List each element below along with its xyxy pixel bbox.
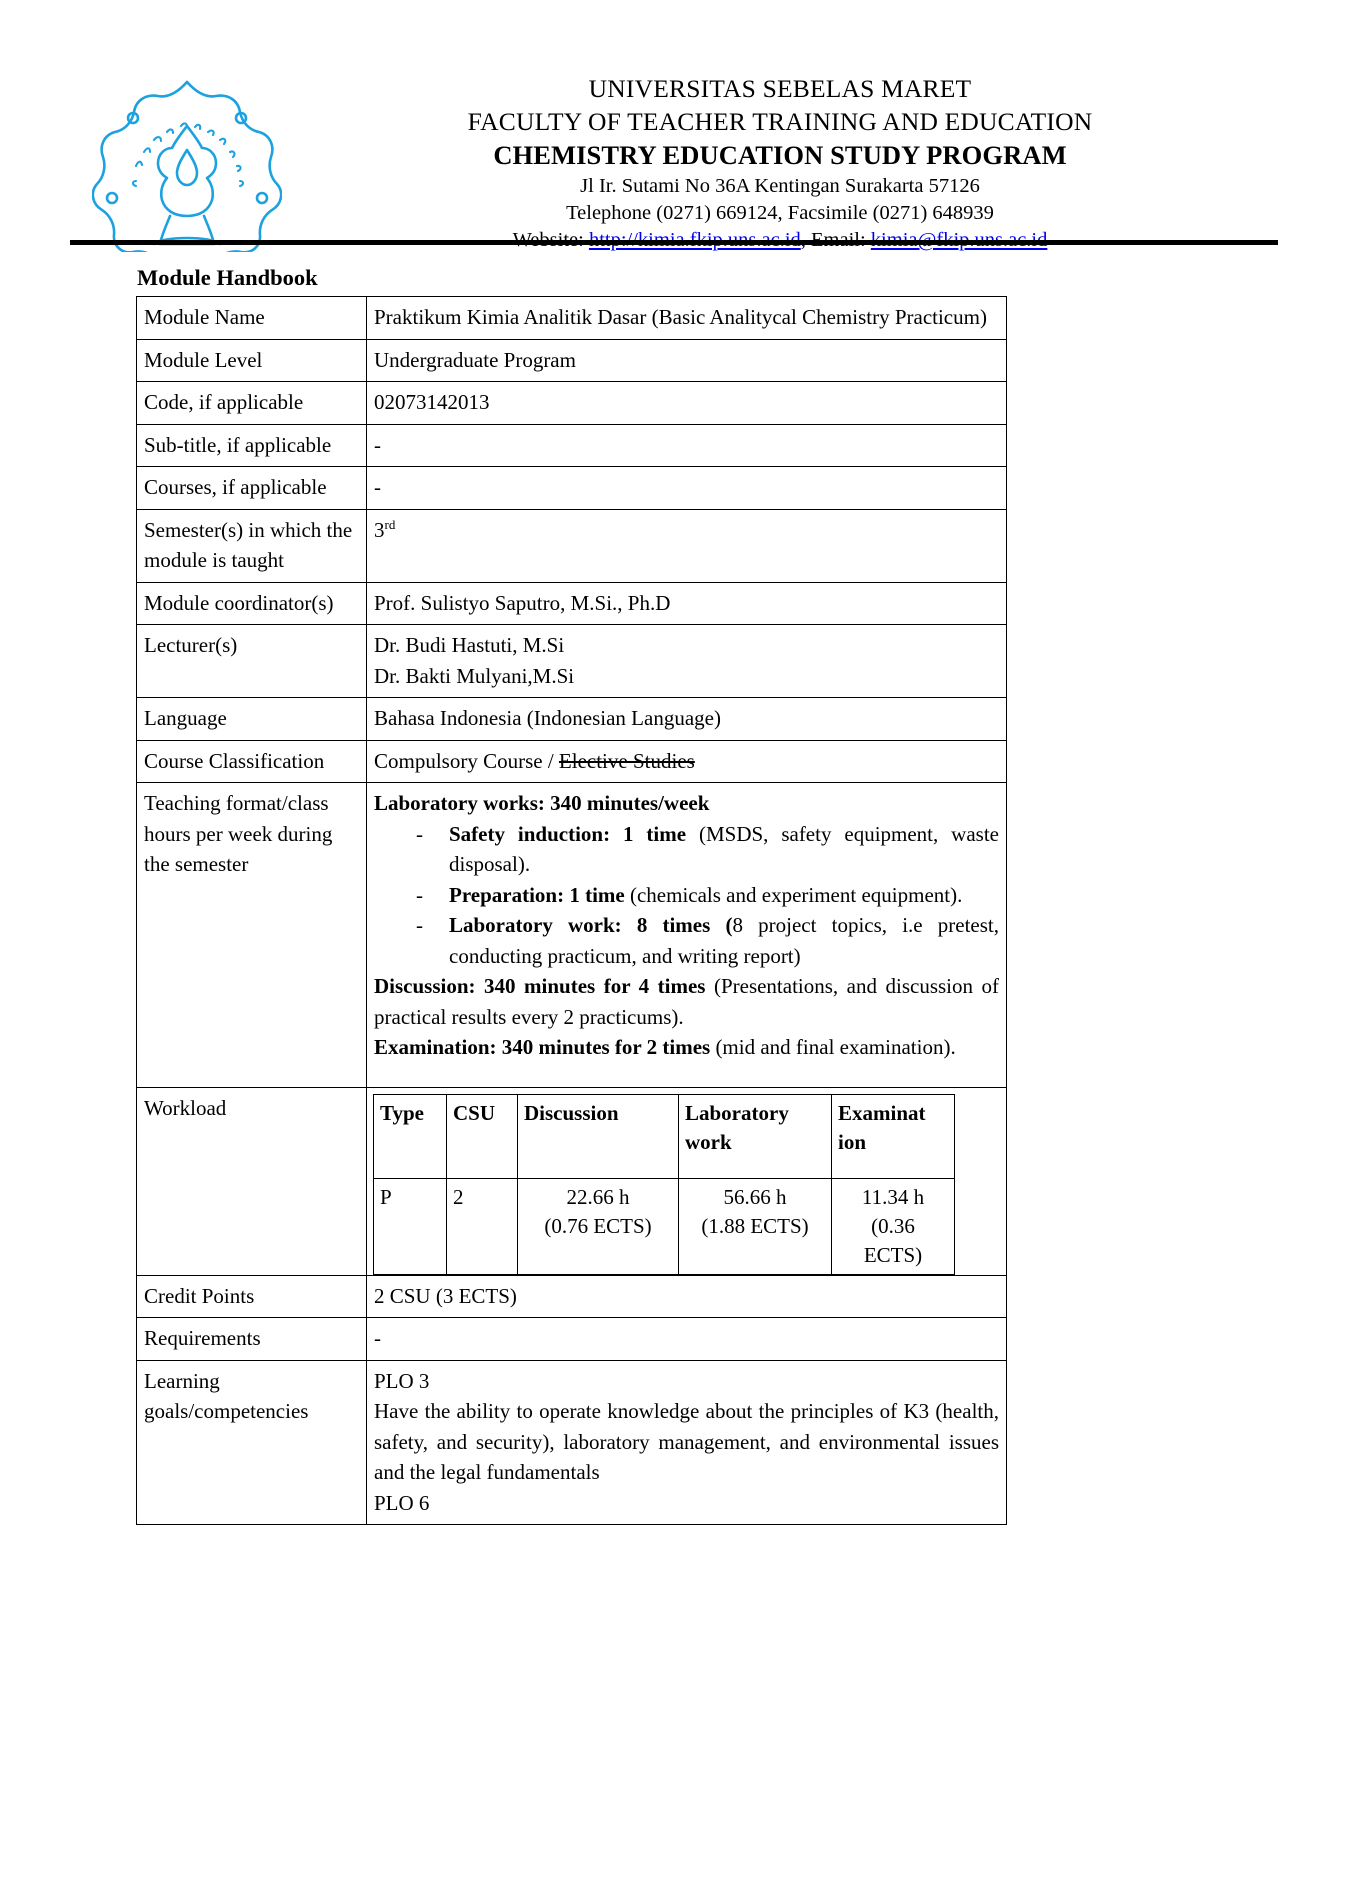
workload-data-spacer	[955, 1178, 1016, 1274]
workload-header-spacer	[955, 1094, 1016, 1178]
workload-table	[373, 1094, 1016, 1275]
address-line: Jl Ir. Sutami No 36A Kentingan Surakarta 57126	[580, 175, 980, 197]
classification-compulsory: Compulsory Course /	[374, 748, 559, 773]
row-label-line2: goals/competencies	[144, 1399, 309, 1423]
row-value: Praktikum Kimia Analitik Dasar (Basic Analitycal Chemistry Practicum)	[367, 297, 1007, 340]
semester-number: 3	[374, 517, 385, 542]
workload-header-laboratory	[679, 1094, 832, 1178]
workload-cell-examination-hours: 11.34 h	[861, 1184, 925, 1209]
semester-ordinal-suffix: rd	[384, 516, 396, 532]
row-value: -	[367, 1318, 1007, 1361]
row-label: Requirements	[137, 1318, 367, 1361]
table-row-code	[137, 382, 1007, 425]
page-title: Module Handbook	[137, 265, 318, 290]
workload-cell-type: P	[374, 1178, 447, 1274]
teaching-format-discussion	[374, 971, 999, 1032]
workload-header-discussion: Discussion	[518, 1094, 679, 1178]
table-row-module-level	[137, 339, 1007, 382]
workload-cell-discussion-ects: (0.76 ECTS)	[544, 1213, 652, 1238]
letterhead	[70, 72, 1275, 251]
examination-rest-part: (mid and final examination).	[710, 1035, 956, 1059]
workload-header-csu: CSU	[447, 1094, 518, 1178]
workload-cell-laboratory	[679, 1178, 832, 1274]
row-label: Courses, if applicable	[137, 467, 367, 510]
workload-cell-laboratory-ects: (1.88 ECTS)	[701, 1213, 809, 1238]
row-label: Sub-title, if applicable	[137, 424, 367, 467]
lecturer-name-2: Dr. Bakti Mulyani,M.Si	[374, 663, 575, 688]
table-row-requirements	[137, 1318, 1007, 1361]
module-handbook-table	[136, 296, 1007, 1525]
teaching-format-heading: Laboratory works: 340 minutes/week	[374, 791, 710, 815]
row-value: 2 CSU (3 ECTS)	[367, 1275, 1007, 1318]
row-label: Semester(s) in which the module is taught	[137, 509, 367, 582]
workload-header-examination	[832, 1094, 955, 1178]
workload-cell-discussion-hours: 22.66 h	[566, 1184, 630, 1209]
row-value: -	[367, 424, 1007, 467]
faculty-name: FACULTY OF TEACHER TRAINING AND EDUCATION	[467, 107, 1093, 136]
workload-cell-examination-ects-2: ECTS)	[863, 1242, 923, 1267]
row-label: Course Classification	[137, 740, 367, 783]
uns-logo	[92, 74, 282, 252]
row-value: Bahasa Indonesia (Indonesian Language)	[367, 698, 1007, 741]
table-row-credit-points	[137, 1275, 1007, 1318]
email-link[interactable]: kimia@fkip.uns.ac.id	[870, 229, 1048, 251]
row-value	[367, 740, 1007, 783]
phone-line: Telephone (0271) 669124, Facsimile (0271) 648939	[566, 202, 994, 224]
workload-header-row	[374, 1094, 1016, 1178]
workload-header-type: Type	[374, 1094, 447, 1178]
list-item	[416, 880, 999, 911]
bullet-bold-part: Laboratory work: 8 times (	[449, 913, 733, 937]
table-row-subtitle	[137, 424, 1007, 467]
table-row-learning-goals	[137, 1360, 1007, 1525]
bullet-bold-part: Preparation: 1 time	[449, 882, 625, 907]
list-item	[416, 819, 999, 880]
table-row-teaching-format	[137, 783, 1007, 1088]
workload-cell-examination	[832, 1178, 955, 1274]
study-program-name: CHEMISTRY EDUCATION STUDY PROGRAM	[493, 140, 1067, 170]
workload-header-examination-line1: Examinat	[838, 1100, 926, 1125]
row-label-line1: Learning	[144, 1368, 220, 1393]
table-row-classification	[137, 740, 1007, 783]
discussion-bold-part: Discussion: 340 minutes for 4 times	[374, 974, 706, 998]
lecturer-name-1: Dr. Budi Hastuti, M.Si	[374, 633, 565, 657]
workload-header-laboratory-line1: Laboratory	[685, 1100, 789, 1125]
workload-cell-csu: 2	[447, 1178, 518, 1274]
website-label: Website:	[512, 229, 589, 251]
website-link[interactable]: http://kimia.fkip.uns.ac.id	[588, 229, 801, 251]
table-row-coordinator	[137, 582, 1007, 625]
row-label: Code, if applicable	[137, 382, 367, 425]
bullet-rest-part: (MSDS, safety equipment, waste disposal).	[449, 821, 999, 876]
university-name: UNIVERSITAS SEBELAS MARET	[588, 74, 972, 103]
table-row-courses	[137, 467, 1007, 510]
row-label: Teaching format/class hours per week during the semester	[137, 783, 367, 1088]
row-value	[367, 1087, 1007, 1275]
row-value	[367, 783, 1007, 1088]
row-label: Language	[137, 698, 367, 741]
row-value	[367, 509, 1007, 582]
row-value: Prof. Sulistyo Saputro, M.Si., Ph.D	[367, 582, 1007, 625]
workload-cell-laboratory-hours: 56.66 h	[723, 1184, 787, 1209]
plo-3-label: PLO 3	[374, 1368, 430, 1393]
row-label: Credit Points	[137, 1275, 367, 1318]
row-label: Lecturer(s)	[137, 625, 367, 698]
email-label: , Email:	[800, 229, 871, 251]
row-value: 02073142013	[367, 382, 1007, 425]
plo-3-description: Have the ability to operate knowledge about the principles of K3 (health, safety, and security), laboratory management, and environmental issues and the legal fundamentals	[374, 1399, 999, 1484]
table-row-semester	[137, 509, 1007, 582]
row-label: Module Level	[137, 339, 367, 382]
workload-data-row	[374, 1178, 1016, 1274]
table-row-lecturers	[137, 625, 1007, 698]
row-value	[367, 1360, 1007, 1525]
discussion-rest-part: (Presentations, and discussion of practical results every 2 practicums).	[374, 974, 999, 1029]
row-label: Module coordinator(s)	[137, 582, 367, 625]
examination-bold-part: Examination: 340 minutes for 2 times	[374, 1035, 711, 1059]
workload-cell-examination-ects-1: (0.36	[871, 1213, 915, 1238]
teaching-format-bullet-list	[374, 819, 999, 972]
letterhead-text	[285, 72, 1275, 254]
row-value: -	[367, 467, 1007, 510]
row-label	[137, 1360, 367, 1525]
header-divider-rule	[70, 240, 1278, 245]
workload-header-laboratory-line2: work	[685, 1129, 732, 1154]
classification-elective-struck: Elective Studies	[558, 748, 695, 773]
row-label: Workload	[137, 1087, 367, 1275]
table-row-workload	[137, 1087, 1007, 1275]
teaching-format-examination	[374, 1032, 999, 1063]
row-value	[367, 625, 1007, 698]
workload-cell-discussion	[518, 1178, 679, 1274]
list-item	[416, 910, 999, 971]
row-label: Module Name	[137, 297, 367, 340]
plo-6-label: PLO 6	[374, 1490, 430, 1515]
bullet-bold-part: Safety induction: 1 time	[449, 821, 687, 846]
bullet-rest-part: 8 project topics, i.e pretest, conducting practicum, and writing report)	[449, 913, 999, 968]
workload-header-examination-line2: ion	[838, 1129, 867, 1154]
table-row-language	[137, 698, 1007, 741]
table-row-module-name	[137, 297, 1007, 340]
bullet-rest-part: (chemicals and experiment equipment).	[624, 882, 963, 907]
row-value: Undergraduate Program	[367, 339, 1007, 382]
